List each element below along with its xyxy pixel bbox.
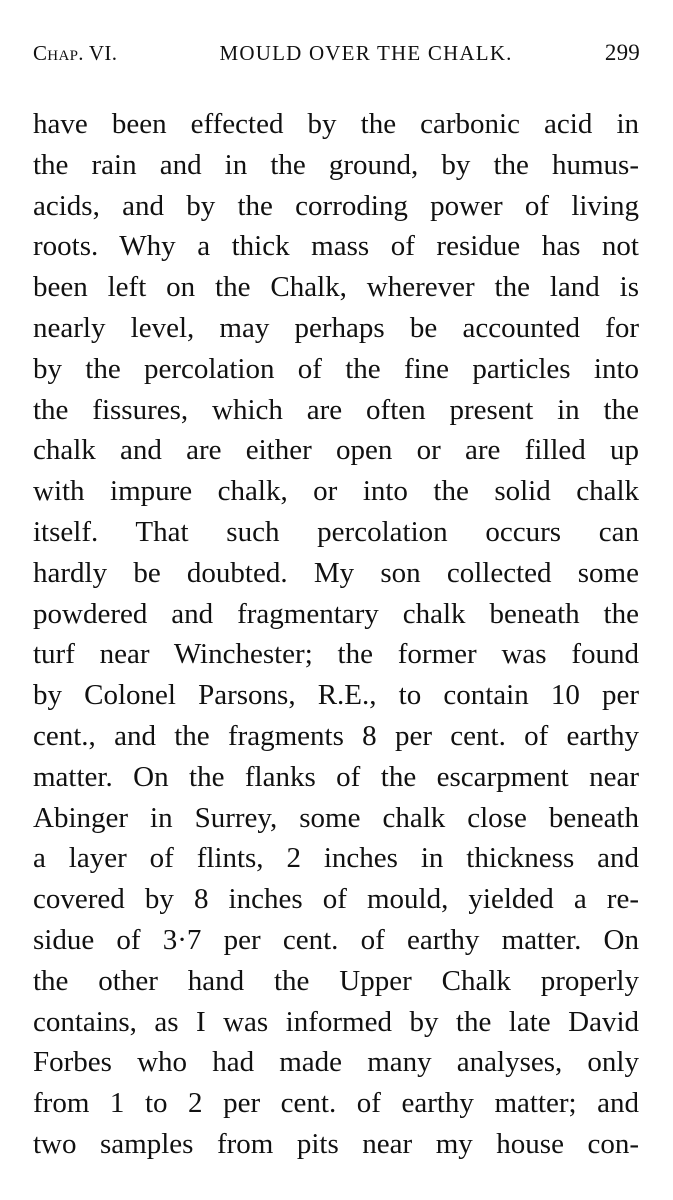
text-line: powdered and fragmentary chalk beneath the <box>33 597 639 630</box>
chapter-label: Chap. VI. <box>33 41 118 65</box>
text-line: two samples from pits near my house con- <box>33 1127 639 1160</box>
text-line: with impure chalk, or into the solid chalk <box>33 475 639 508</box>
text-line: a layer of flints, 2 inches in thickness and <box>33 842 639 875</box>
text-line: covered by 8 inches of mould, yielded a re- <box>33 883 639 916</box>
text-line: roots. Why a thick mass of residue has not <box>33 230 639 263</box>
text-line: chalk and are either open or are filled up <box>33 434 639 467</box>
text-line: sidue of 3·7 per cent. of earthy matter. On <box>33 923 639 956</box>
text-line: by the percolation of the fine particles into <box>33 352 639 385</box>
text-line: have been effected by the carbonic acid in <box>33 108 639 140</box>
text-line: matter. On the flanks of the escarpment near <box>33 760 639 793</box>
text-line: Forbes who had made many analyses, only <box>33 1046 639 1079</box>
text-line: turf near Winchester; the former was found <box>33 638 639 671</box>
text-line: the fissures, which are often present in the <box>33 393 639 426</box>
text-line: been left on the Chalk, wherever the land is <box>33 271 639 304</box>
text-line: cent., and the fragments 8 per cent. of earthy <box>33 719 639 752</box>
body-paragraph <box>33 104 639 1165</box>
text-line: acids, and by the corroding power of living <box>33 189 639 222</box>
text-line: the rain and in the ground, by the humus- <box>33 148 639 181</box>
text-line: contains, as I was informed by the late David <box>33 1005 639 1038</box>
text-line: itself. That such percolation occurs can <box>33 515 639 548</box>
text-line: nearly level, may perhaps be accounted for <box>33 311 639 344</box>
text-line: by Colonel Parsons, R.E., to contain 10 per <box>33 679 639 712</box>
running-title: MOULD OVER THE CHALK. <box>219 41 513 65</box>
text-line: the other hand the Upper Chalk properly <box>33 964 639 997</box>
text-line: Abinger in Surrey, some chalk close beneath <box>33 801 639 834</box>
text-line: from 1 to 2 per cent. of earthy matter; and <box>33 1087 639 1120</box>
page-number: 299 <box>604 40 640 65</box>
text-line: hardly be doubted. My son collected some <box>33 556 639 589</box>
running-head <box>33 40 640 74</box>
